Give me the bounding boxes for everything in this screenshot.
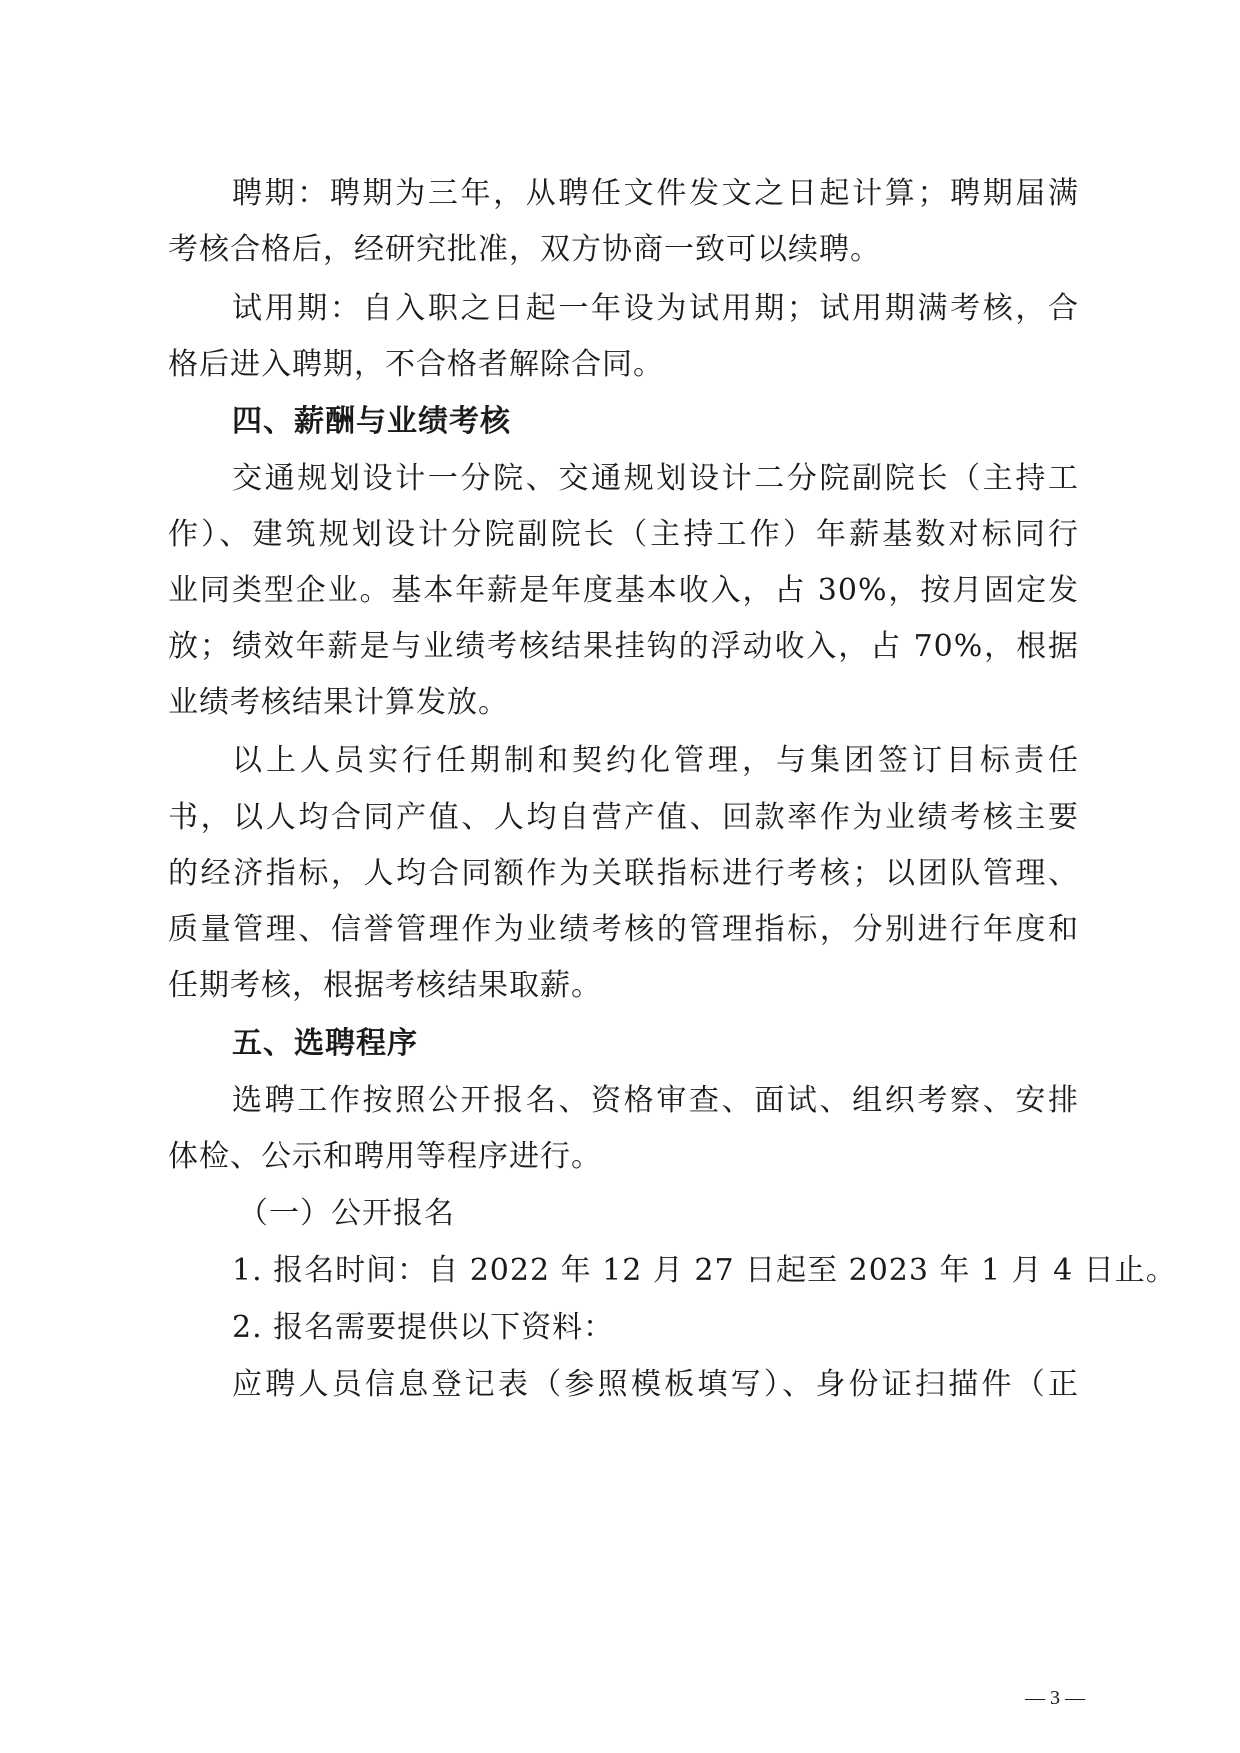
text-line: 试用期：自入职之日起一年设为试用期；试用期满考核，合 (232, 291, 1079, 326)
text-line: 格后进入聘期，不合格者解除合同。 (168, 347, 664, 382)
text-line: 业同类型企业。基本年薪是年度基本收入，占 30%，按月固定发 (168, 573, 1079, 608)
section-heading: 四、薪酬与业绩考核 (232, 404, 511, 439)
subsection-heading: （一）公开报名 (238, 1196, 455, 1231)
text-line: 选聘工作按照公开报名、资格审查、面试、组织考察、安排 (232, 1083, 1079, 1118)
text-line: 业绩考核结果计算发放。 (168, 685, 509, 720)
section-heading: 五、选聘程序 (232, 1026, 418, 1061)
text-line: 应聘人员信息登记表（参照模板填写）、身份证扫描件（正 (232, 1367, 1079, 1402)
text-line: 体检、公示和聘用等程序进行。 (168, 1139, 602, 1174)
text-line: 交通规划设计一分院、交通规划设计二分院副院长（主持工 (232, 461, 1079, 496)
text-line: 书，以人均合同产值、人均自营产值、回款率作为业绩考核主要 (168, 800, 1079, 835)
text-line: 1. 报名时间：自 2022 年 12 月 27 日起至 2023 年 1 月 4 日止。 (232, 1253, 1177, 1288)
text-line: 考核合格后，经研究批准，双方协商一致可以续聘。 (168, 232, 881, 267)
text-line: 任期考核，根据考核结果取薪。 (168, 968, 602, 1003)
text-line: 以上人员实行任期制和契约化管理，与集团签订目标责任 (232, 743, 1079, 778)
text-line: 质量管理、信誉管理作为业绩考核的管理指标，分别进行年度和 (168, 912, 1079, 947)
text-line: 2. 报名需要提供以下资料： (232, 1310, 615, 1345)
text-line: 作）、建筑规划设计分院副院长（主持工作）年薪基数对标同行 (168, 517, 1079, 552)
text-line: 放；绩效年薪是与业绩考核结果挂钩的浮动收入，占 70%，根据 (168, 629, 1079, 664)
text-line: 的经济指标，人均合同额作为关联指标进行考核；以团队管理、 (168, 856, 1079, 891)
page-number: — 3 — (1025, 1687, 1085, 1709)
text-line: 聘期：聘期为三年，从聘任文件发文之日起计算；聘期届满 (232, 176, 1079, 211)
